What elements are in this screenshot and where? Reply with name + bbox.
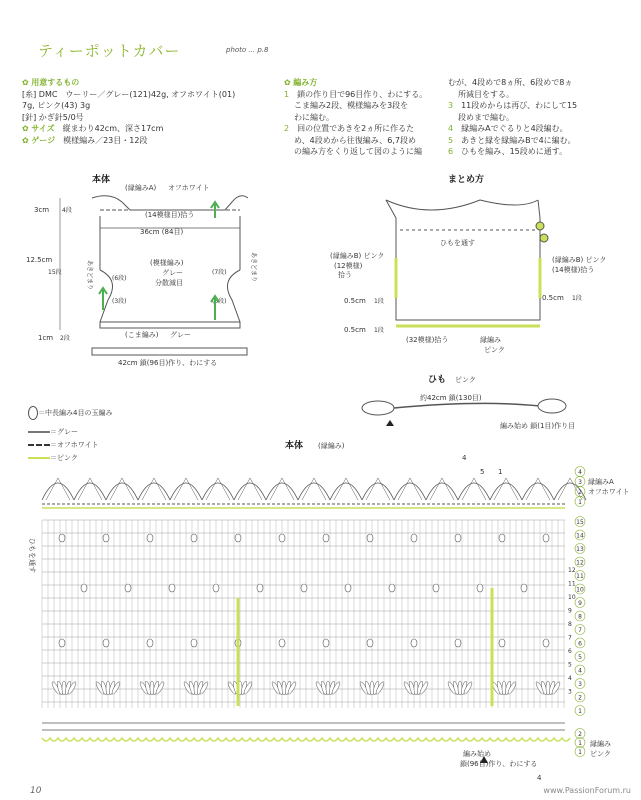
body-row-number: 8: [578, 613, 582, 621]
side-row-number: 8: [568, 621, 572, 628]
width-label: 36cm (84目): [140, 228, 184, 236]
cord-diagram: [300, 370, 600, 440]
finish-diagram-title: まとめ方: [448, 175, 485, 185]
cord-tassel-icon: [540, 234, 548, 242]
start-label-1: 編み始め: [463, 750, 491, 758]
fan-spoke: [366, 478, 390, 500]
bottom-row-number: 1: [578, 740, 582, 747]
bottom-row-number: 2: [578, 731, 582, 738]
fan-edge: [74, 483, 106, 500]
fan-edge: [362, 483, 394, 500]
fan-edge: [266, 483, 298, 500]
yarn-line-2: 7g, ピンク(43) 3g: [22, 101, 91, 110]
offwhite-label: オフホワイト: [168, 184, 210, 192]
chain-band: [92, 348, 247, 355]
up-arrow-icon: [211, 296, 219, 320]
side-row-labels: [568, 567, 576, 696]
top-mark: 5: [480, 468, 485, 476]
step2-line: 回の位置であきを2ヵ所に作るた: [297, 124, 415, 133]
puff-stitch: [521, 584, 527, 592]
puff-stitch: [499, 639, 505, 647]
puff-stitch: [301, 584, 307, 592]
dim-3cm-rows: 4段: [62, 207, 72, 214]
step-number: 4: [448, 124, 454, 133]
fan-spoke: [526, 478, 550, 500]
top-gather-shape: [386, 200, 538, 210]
puff-stitch: [411, 639, 417, 647]
body-diagram: [0, 170, 290, 370]
pink-bottom-edge: [42, 738, 570, 741]
fan-edge: [490, 483, 522, 500]
fan-spoke: [78, 478, 102, 500]
right-opening-label: あきどまり: [250, 252, 257, 283]
body-row-number: 3: [578, 681, 582, 688]
step2-line: め、4段めから往復編み、6,7段め: [294, 135, 416, 145]
cord-chain: [394, 403, 540, 408]
step1-line: こま編み2段、模様編みを3段を: [294, 101, 409, 110]
bottom-mark: 4: [537, 774, 542, 782]
method-section-continued: [448, 77, 577, 158]
side-row-number: 10: [568, 594, 576, 601]
pattern-color: グレー: [162, 269, 183, 277]
step2-line: の編み方をくり返して図のように編: [294, 147, 422, 156]
top-mark: 1: [498, 468, 503, 476]
gray-line-icon: [28, 431, 50, 433]
puff-stitch: [477, 584, 483, 592]
needle-line: [針] かぎ針5/0号: [22, 112, 84, 122]
edge-b-left-rows: (12模様): [334, 262, 363, 270]
puff-stitch: [279, 534, 285, 542]
puff-stitch: [257, 584, 263, 592]
decrease-label: 分散減目: [155, 279, 183, 287]
fan-spoke: [430, 478, 454, 500]
edge-row-number: 1: [578, 499, 582, 506]
materials-section: [22, 77, 235, 146]
top-edge-shape: [92, 196, 248, 210]
edge-row-number: 3: [578, 479, 582, 486]
puff-stitch: [455, 639, 461, 647]
puff-stitch: [213, 584, 219, 592]
edge-a-chart-color: オフホワイト: [588, 488, 630, 496]
fan-spoke: [110, 478, 134, 500]
start-triangle-icon: [386, 420, 394, 426]
body-row-number: 1: [578, 708, 582, 715]
step-number: 1: [284, 89, 290, 99]
puff-stitch: [433, 584, 439, 592]
puff-stitch: [169, 584, 175, 592]
dim-3cm: 3cm: [34, 206, 50, 214]
chart-subtitle: (縁編み): [318, 442, 345, 450]
dim-12-5cm-rows: 15段: [48, 269, 62, 276]
fan-spoke: [142, 478, 166, 500]
page-number: 10: [30, 786, 42, 796]
watermark: www.PassionForum.ru: [543, 786, 631, 795]
cord-thread-chart-label: ひもを通す: [28, 538, 36, 573]
left-opening-label: あきどまり: [86, 260, 93, 291]
body-row-number: 6: [578, 640, 582, 648]
size-value: 縦まわり42cm、深さ17cm: [62, 124, 164, 133]
side-row-number: 3: [568, 688, 572, 696]
body-row-number: 5: [578, 654, 582, 661]
side-row-number: 5: [568, 661, 572, 669]
method-section: [284, 77, 427, 158]
photo-reference: photo ... p.8: [226, 46, 269, 54]
fan-edge: [458, 483, 490, 500]
dim-1cm: 1cm: [38, 334, 54, 342]
puff-stitch: [389, 584, 395, 592]
dim-0-5cm-left: 0.5cm: [344, 297, 366, 305]
fan-edge: [426, 483, 458, 500]
puff-stitch: [59, 639, 65, 647]
edge-a-chart-label: 縁編みA: [588, 478, 614, 486]
bullet-icon: ✿: [22, 124, 32, 133]
left-opening-curve: [100, 270, 113, 322]
fan-edge: [106, 483, 138, 500]
body-row-number: 11: [576, 573, 584, 580]
yarn-line-1: [糸] DMC ウーリー／グレー(121)42g, オフホワイト(01): [22, 89, 236, 99]
fan-spoke: [462, 478, 486, 500]
step-number: 3: [448, 101, 454, 110]
dim-0-5cm-bottom: 0.5cm: [344, 326, 366, 334]
puff-stitch: [191, 534, 197, 542]
left-rows2-label: (3段): [112, 298, 127, 305]
fan-edge: [42, 483, 74, 500]
puff-stitch: [59, 534, 65, 542]
cord-start-label: 編み始め 鎖(1目)作り目: [500, 422, 576, 430]
fan-edge: [234, 483, 266, 500]
crochet-chart: [0, 438, 641, 788]
step1-line: 鎖の作り目で96目作り、わにする。: [297, 89, 428, 99]
cord-thread-label: ひもを通す: [440, 239, 475, 247]
sc-band: [100, 322, 240, 328]
puff-stitch: [543, 639, 549, 647]
right-rows2-label: (3段): [212, 298, 227, 305]
method-heading: 編み方: [293, 78, 318, 87]
step2-continued: むが、4段めで8ヵ所、6段めで8ヵ: [448, 78, 573, 87]
dim-0-5cm-bottom-rows: 1段: [374, 327, 384, 334]
step-number: 6: [448, 147, 454, 156]
body-diagram-title: 本体: [92, 175, 111, 185]
materials-heading: 用意するもの: [31, 78, 80, 87]
edge-row-number: 4: [578, 469, 582, 476]
puff-stitch: [411, 534, 417, 542]
puff-stitch: [191, 639, 197, 647]
fan-spoke: [398, 478, 422, 500]
fan-edge: [298, 483, 330, 500]
row14-label: (14模様目)拾う: [145, 211, 195, 219]
sc-label: (こま編み): [125, 331, 159, 339]
bottom-row-number: 1: [578, 749, 582, 756]
side-row-number: 4: [568, 675, 572, 682]
edge-b-right-pick: (14模様)拾う: [552, 266, 595, 274]
fan-edge: [170, 483, 202, 500]
fan-spoke: [494, 478, 518, 500]
right-rows-label: (7段): [212, 269, 227, 276]
fan-spoke: [174, 478, 198, 500]
bottom-pick-label: (32模様)拾う: [406, 336, 449, 344]
bottom-edge-label: 縁編み: [480, 336, 501, 344]
puff-stitch: [279, 639, 285, 647]
puff-stitch: [455, 534, 461, 542]
cord-color: ピンク: [455, 376, 476, 384]
step3-line: 11段めからは再び、わにして15: [461, 101, 578, 110]
body-row-number: 10: [576, 586, 584, 594]
side-row-number: 12: [568, 567, 576, 574]
step2-continued: 所減目をする。: [458, 89, 514, 99]
step-number: 5: [448, 135, 454, 145]
fan-edge: [138, 483, 170, 500]
bullet-icon: ✿: [284, 78, 294, 87]
puff-stitch: [147, 639, 153, 647]
size-label: サイズ: [31, 124, 55, 133]
step6-text: ひもを編み、15段めに通す。: [461, 147, 568, 156]
puff-stitch-icon: [28, 406, 38, 420]
fan-spoke: [270, 478, 294, 500]
puff-stitch: [235, 534, 241, 542]
row-number-labels: [575, 467, 585, 757]
fan-edge: [330, 483, 362, 500]
puff-stitch: [345, 584, 351, 592]
body-row-number: 15: [576, 519, 584, 526]
dim-0-5cm-right-rows: 1段: [572, 295, 582, 302]
fan-spoke: [206, 478, 230, 500]
top-mark: 4: [462, 454, 467, 462]
right-opening-curve: [228, 270, 241, 322]
puff-stitch: [81, 584, 87, 592]
cord-end-icon: [362, 401, 394, 415]
legend-puff: ＝中長編み4目の玉編み: [38, 409, 113, 417]
edge-row-number: 2: [578, 489, 582, 496]
body-row-number: 4: [578, 667, 582, 675]
body-row-number: 12: [576, 559, 584, 567]
step5-text: あきと縁を縁編みBで4に編む。: [461, 135, 576, 145]
stitch-grid: [42, 478, 586, 763]
puff-stitch: [125, 584, 131, 592]
fan-edge: [202, 483, 234, 500]
step3-line: 段めまで編む。: [458, 112, 514, 122]
chart-title: 本体: [285, 441, 304, 451]
step4-text: 縁編みAでぐるりと4段編む。: [461, 124, 568, 133]
step-number: 2: [284, 124, 290, 133]
side-row-number: 9: [568, 607, 572, 615]
pot-outline: [386, 200, 540, 320]
legend-gray: ＝グレー: [50, 428, 78, 436]
edge-b-right: (縁編みB) ピンク: [552, 256, 607, 264]
fan-edge: [522, 483, 554, 500]
fan-spoke: [334, 478, 358, 500]
left-rows-label: (6段): [112, 275, 127, 282]
body-row-number: 7: [578, 627, 582, 634]
puff-stitch: [367, 534, 373, 542]
cord-end-icon: [538, 399, 566, 413]
body-row-number: 13: [576, 546, 584, 553]
bullet-icon: ✿: [22, 78, 32, 87]
pattern-label: (模様編み): [150, 259, 184, 267]
body-row-number: 2: [578, 694, 582, 702]
step1-line: わに編む。: [294, 112, 334, 122]
legend-offwhite: ＝オフホワイト: [50, 441, 99, 449]
puff-stitch: [323, 639, 329, 647]
side-row-number: 7: [568, 634, 572, 642]
puff-stitch: [499, 534, 505, 542]
puff-stitch: [543, 534, 549, 542]
sc-color: グレー: [170, 331, 191, 339]
dim-0-5cm-right: 0.5cm: [542, 294, 564, 302]
fan-edge: [394, 483, 426, 500]
edge-b-chart-label: 縁編み: [590, 740, 611, 748]
start-label-2: 鎖(96目)作り、わにする: [460, 760, 538, 768]
puff-stitch: [323, 534, 329, 542]
dim-1cm-rows: 2段: [60, 335, 70, 342]
side-row-number: 11: [568, 580, 576, 588]
puff-stitch: [103, 639, 109, 647]
side-row-number: 6: [568, 648, 572, 655]
body-row-number: 9: [578, 600, 582, 607]
edge-b-chart-color: ピンク: [590, 750, 611, 758]
cord-length: 約42cm 鎖(130目): [420, 394, 482, 402]
edge-a-label: (縁編みA): [125, 184, 157, 192]
chain-label: 42cm 鎖(96目)作り、わにする: [118, 359, 218, 367]
legend-pink: ＝ピンク: [50, 454, 78, 462]
page-title: ティーポットカバー: [38, 42, 181, 60]
finish-diagram: [330, 170, 630, 370]
puff-stitch: [103, 534, 109, 542]
edge-b-left-pick: 拾う: [338, 271, 352, 279]
fan-spoke: [46, 478, 70, 500]
cord-title: ひも: [428, 375, 447, 385]
fan-spoke: [238, 478, 262, 500]
puff-stitch: [367, 639, 373, 647]
gauge-label: ゲージ: [31, 135, 56, 145]
bullet-icon: ✿: [22, 135, 32, 145]
puff-stitch: [147, 534, 153, 542]
dim-12-5cm: 12.5cm: [26, 256, 53, 264]
fan-spoke: [302, 478, 326, 500]
bottom-edge-color: ピンク: [484, 346, 505, 354]
gauge-value: 模様編み／23目・12段: [63, 135, 148, 145]
edge-b-left: (縁編みB) ピンク: [330, 252, 385, 260]
cord-tassel-icon: [536, 222, 544, 230]
body-row-number: 14: [576, 532, 584, 540]
dim-0-5cm-left-rows: 1段: [374, 298, 384, 305]
